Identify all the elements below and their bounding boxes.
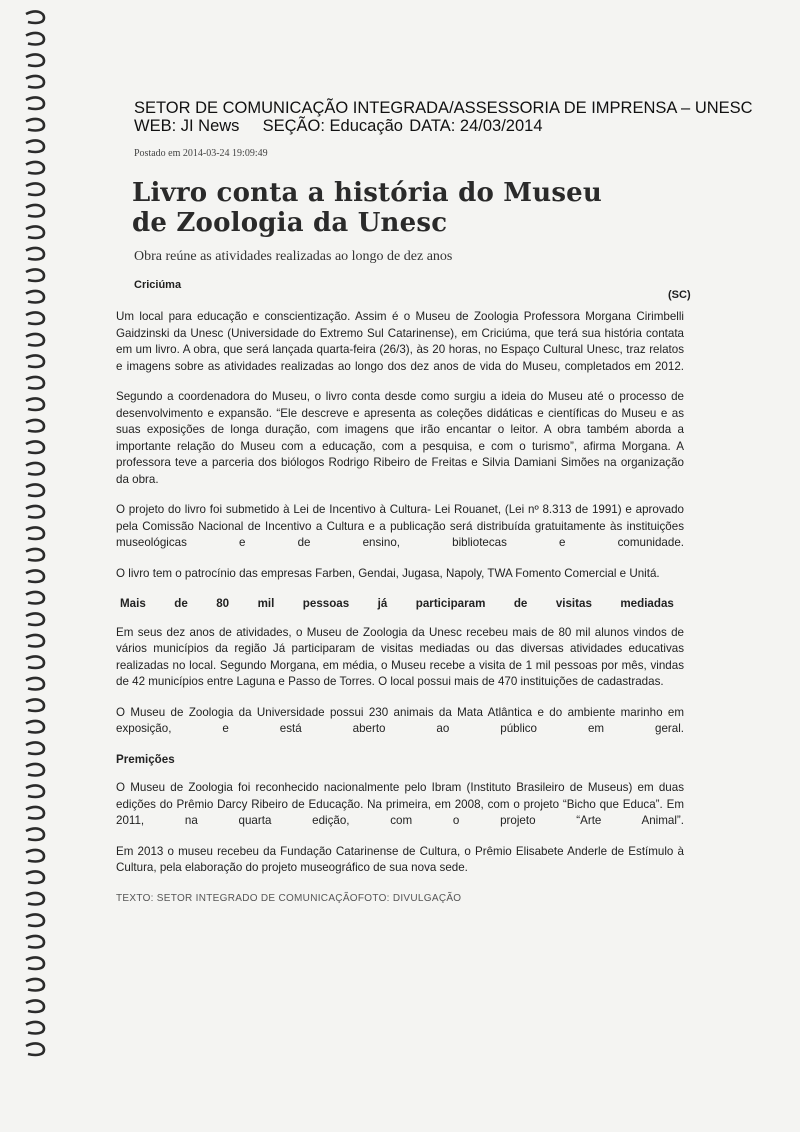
binding-ring: [26, 936, 44, 947]
binding-ring: [26, 828, 44, 839]
binding-ring: [26, 76, 44, 87]
binding-ring: [26, 205, 44, 216]
binding-ring: [26, 979, 44, 990]
binding-ring: [26, 764, 44, 775]
header-section: SEÇÃO: Educação: [262, 117, 403, 135]
binding-ring: [26, 850, 44, 861]
dateline-state: (SC): [668, 289, 691, 301]
binding-ring: [26, 807, 44, 818]
paragraph: O Museu de Zoologia foi reconhecido nacionalmente pelo Ibram (Instituto Brasileiro de Museus) em duas edições do Prêmio Darcy Ribeiro de Educação. Na primeira, em 2008, com o projeto “Bicho que Educa”. Em 2011, na quarta edição, com o projeto “Arte Animal”.: [116, 781, 684, 827]
binding-ring: [26, 549, 44, 560]
subheading-word: visitas: [555, 597, 592, 610]
binding-ring: [26, 527, 44, 538]
binding-ring: [26, 334, 44, 345]
binding-ring: [26, 1000, 44, 1011]
binding-ring: [26, 33, 44, 44]
binding-ring: [26, 914, 44, 925]
paragraph: Segundo a coordenadora do Museu, o livro conta desde como surgiu a ideia do Museu até o processo de desenvolvimento e expansão. “Ele descreve e apresenta as coleções didáticas e científicas do Museu e as suas exposições de longa duração, com imagens que irão encantar o leitor. A obra também aborda a importante relação do Museu com a educação, com a pesquisa, e com o turismo”, afirma Morgana. A professora teve a parceria dos biólogos Rodrigo Ribeiro de Freitas e Silvia Damiani Simões na organização da obra.: [116, 390, 684, 486]
binding-ring: [26, 97, 44, 108]
binding-ring: [26, 162, 44, 173]
binding-ring: [26, 893, 44, 904]
binding-ring: [26, 721, 44, 732]
binding-ring: [26, 871, 44, 882]
subheading-word: de: [174, 597, 188, 610]
posted-timestamp: Postado em 2014-03-24 19:09:49: [134, 148, 268, 159]
paragraph: O livro tem o patrocínio das empresas Farben, Gendai, Jugasa, Napoly, TWA Fomento Comercial e Unitá.: [116, 566, 660, 580]
paragraph: Em seus dez anos de atividades, o Museu de Zoologia da Unesc recebeu mais de 80 mil alunos vindos de vários municípios da região Já participaram de visitas mediadas ou das diversas atividades educativas realizadas no local. Segundo Morgana, em média, o Museu recebe a visita de 1 mil pessoas por mês, vindas de 42 municípios entre Laguna e Passo de Torres. O local possui mais de 470 instituições de cadastradas.: [116, 625, 684, 688]
header-web: WEB: JI News: [134, 117, 240, 135]
subheading-word: 80: [216, 597, 230, 610]
credits-footer: TEXTO: SETOR INTEGRADO DE COMUNICAÇÃOFOTO: DIVULGAÇÃO: [116, 892, 462, 904]
binding-ring: [26, 355, 44, 366]
binding-ring: [26, 699, 44, 710]
binding-ring: [26, 183, 44, 194]
binding-ring: [26, 506, 44, 517]
binding-ring: [26, 312, 44, 323]
binding-ring: [26, 226, 44, 237]
binding-ring: [26, 420, 44, 431]
binding-ring: [26, 54, 44, 65]
binding-ring: [26, 119, 44, 130]
binding-ring: [26, 463, 44, 474]
subheading-visits: [116, 596, 684, 613]
subheading-word: de: [513, 597, 528, 610]
binding-ring: [26, 269, 44, 280]
binding-ring: [26, 441, 44, 452]
binding-ring: [26, 957, 44, 968]
binding-ring: [26, 656, 44, 667]
binding-ring: [26, 11, 44, 22]
binding-ring: [26, 742, 44, 753]
binding-ring: [26, 377, 44, 388]
binding-ring: [26, 613, 44, 624]
binding-ring: [26, 785, 44, 796]
binding-spiral: [22, 6, 48, 1106]
subheading-word: participaram: [415, 597, 486, 610]
subheading-word: já: [377, 597, 388, 610]
article-subtitle: Obra reúne as atividades realizadas ao longo de dez anos: [134, 249, 453, 264]
binding-ring: [26, 140, 44, 151]
subheading-awards: Premições: [116, 752, 175, 766]
subheading-word: pessoas: [302, 597, 350, 610]
binding-ring: [26, 1043, 44, 1054]
subheading-word: mediadas: [620, 597, 674, 610]
article-body: [116, 309, 684, 907]
binding-ring: [26, 678, 44, 689]
paragraph: O Museu de Zoologia da Universidade possui 230 animais da Mata Atlântica e do ambiente marinho em exposição, e está aberto ao público em geral.: [116, 705, 684, 735]
paragraph: O projeto do livro foi submetido à Lei de Incentivo à Cultura- Lei Rouanet, (Lei nº 8.313 de 1991) e aprovado pela Comissão Nacional de Incentivo a Cultura e a publicação será distribuída gratuitamente às instituições museológicas e de ensino, bibliotecas e comunidade.: [116, 503, 684, 549]
binding-ring: [26, 592, 44, 603]
article-title: Livro conta a história do Museu de Zoologia da Unesc: [132, 178, 603, 238]
paragraph: Um local para educação e conscientização. Assim é o Museu de Zoologia Professora Morgana Cirimbelli Gaidzinski da Unesc (Universidade do Extremo Sul Catarinense), em Criciúma, que terá sua história contata em um livro. A obra, que será lançada quarta-feira (26/3), às 20 horas, no Espaço Cultural Unesc, traz relatos e imagens sobre as atividades realizadas ao longo dos dez anos de vida do Museu, completados em 2012.: [116, 310, 684, 373]
header-date: DATA: 24/03/2014: [409, 117, 543, 135]
paragraph: Em 2013 o museu recebeu da Fundação Catarinense de Cultura, o Prêmio Elisabete Anderle de Estímulo à Cultura, pela elaboração do projeto museográfico de sua nova sede.: [116, 844, 684, 874]
binding-ring: [26, 248, 44, 259]
subheading-word: Mais: [120, 597, 146, 610]
press-header: [134, 99, 753, 135]
header-title: SETOR DE COMUNICAÇÃO INTEGRADA/ASSESSORIA DE IMPRENSA – UNESC: [134, 99, 753, 117]
binding-ring: [26, 291, 44, 302]
dateline-city: Criciúma: [134, 279, 182, 291]
binding-ring: [26, 635, 44, 646]
subheading-word: mil: [257, 597, 275, 610]
binding-ring: [26, 570, 44, 581]
binding-ring: [26, 484, 44, 495]
binding-ring: [26, 398, 44, 409]
binding-ring: [26, 1022, 44, 1033]
